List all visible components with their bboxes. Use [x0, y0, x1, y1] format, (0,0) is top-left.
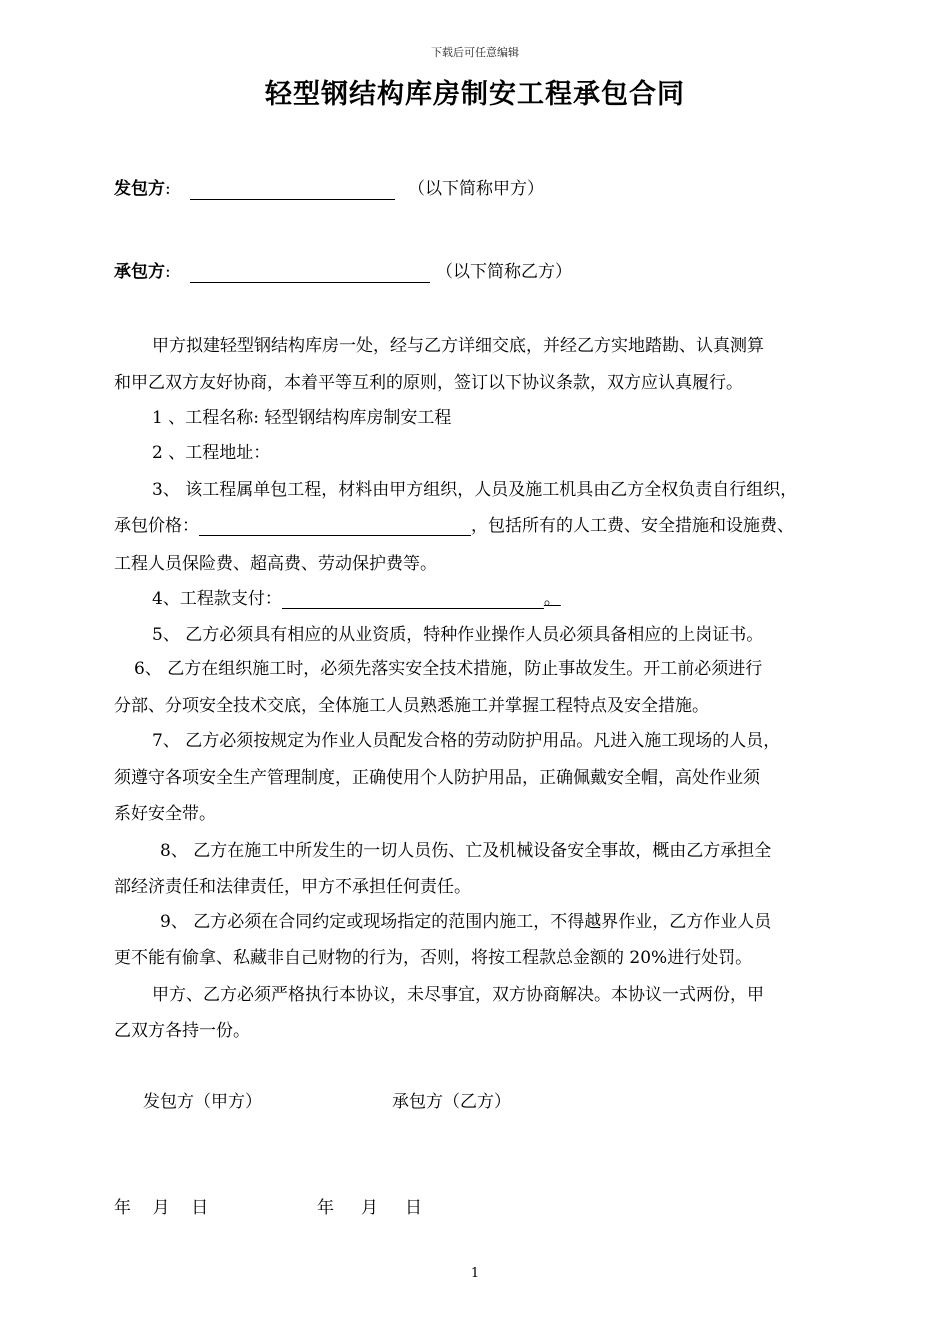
item-8-line-2: 部经济责任和法律责任，甲方不承担任何责任。: [114, 877, 471, 897]
party-a-note: （以下简称甲方）: [408, 179, 544, 199]
intro-line-1: 甲方拟建轻型钢结构库房一处，经与乙方详细交底，并经乙方实地踏勘、认真测算: [152, 336, 764, 356]
item-7-line-1: 7、 乙方必须按规定为作业人员配发合格的劳动防护用品。凡进入施工现场的人员，: [152, 731, 781, 751]
item-8-line-1: 8、 乙方在施工中所发生的一切人员伤、亡及机械设备安全事故，概由乙方承担全: [160, 841, 772, 861]
contract-price-tail: ，包括所有的人工费、安全措施和设施费、: [471, 516, 794, 536]
party-a-blank: [190, 181, 395, 200]
item-6-line-2: 分部、分项安全技术交底，全体施工人员熟悉施工并掌握工程特点及安全措施。: [114, 696, 709, 716]
party-b-note: （以下简称乙方）: [436, 262, 572, 282]
party-b-label: 承包方: [114, 262, 165, 282]
item-7-line-2: 须遵守各项安全生产管理制度，正确使用个人防护用品，正确佩戴安全帽，高处作业须: [114, 768, 760, 788]
signature-date-a: 年 月 日: [114, 1198, 209, 1218]
signature-party-b: 承包方（乙方）: [392, 1092, 511, 1112]
payment-end: 。: [543, 589, 561, 609]
signature-date-b: 年 月 日: [317, 1198, 423, 1218]
item-4: [152, 589, 561, 609]
payment-label: 4、工程款支付：: [152, 589, 282, 609]
party-a-row: [114, 179, 171, 199]
page-number: 1: [470, 1266, 480, 1281]
item-5: 5、 乙方必须具有相应的从业资质，特种作业操作人员必须具备相应的上岗证书。: [152, 625, 764, 645]
closing-line-1: 甲方、乙方必须严格执行本协议，未尽事宜，双方协商解决。本协议一式两份，甲: [152, 985, 764, 1005]
party-a-colon: :: [165, 179, 171, 199]
item-9-line-1: 9、 乙方必须在合同约定或现场指定的范围内施工，不得越界作业，乙方作业人员: [160, 912, 772, 932]
document-title: 轻型钢结构库房制安工程承包合同: [265, 79, 685, 110]
party-a-label: 发包方: [114, 179, 165, 199]
party-b-colon: :: [165, 262, 171, 282]
item-3-line-3: 工程人员保险费、超高费、劳动保护费等。: [114, 554, 437, 574]
contract-price-blank: [199, 517, 471, 536]
item-1: 1 、工程名称: 轻型钢结构库房制安工程: [152, 408, 452, 428]
party-b-row: [114, 262, 171, 282]
contract-price-label: 承包价格：: [114, 516, 199, 536]
item-3-line-1: 3、 该工程属单包工程，材料由甲方组织，人员及施工机具由乙方全权负责自行组织，: [152, 480, 798, 500]
item-6-line-1: 6、 乙方在组织施工时，必须先落实安全技术措施，防止事故发生。开工前必须进行: [134, 659, 763, 679]
item-9-line-2: 更不能有偷拿、私藏非自己财物的行为，否则，将按工程款总金额的 20%进行处罚。: [114, 948, 753, 968]
payment-blank: [282, 590, 544, 609]
item-3-line-2: [114, 516, 794, 536]
item-7-line-3: 系好安全带。: [114, 804, 216, 824]
party-b-blank: [190, 264, 430, 283]
item-2: 2 、工程地址：: [152, 443, 271, 463]
intro-line-2: 和甲乙双方友好协商，本着平等互利的原则，签订以下协议条款，双方应认真履行。: [114, 373, 743, 393]
page-header: 下载后可任意编辑: [431, 46, 519, 59]
closing-line-2: 乙双方各持一份。: [114, 1021, 250, 1041]
signature-party-a: 发包方（甲方）: [143, 1092, 262, 1112]
